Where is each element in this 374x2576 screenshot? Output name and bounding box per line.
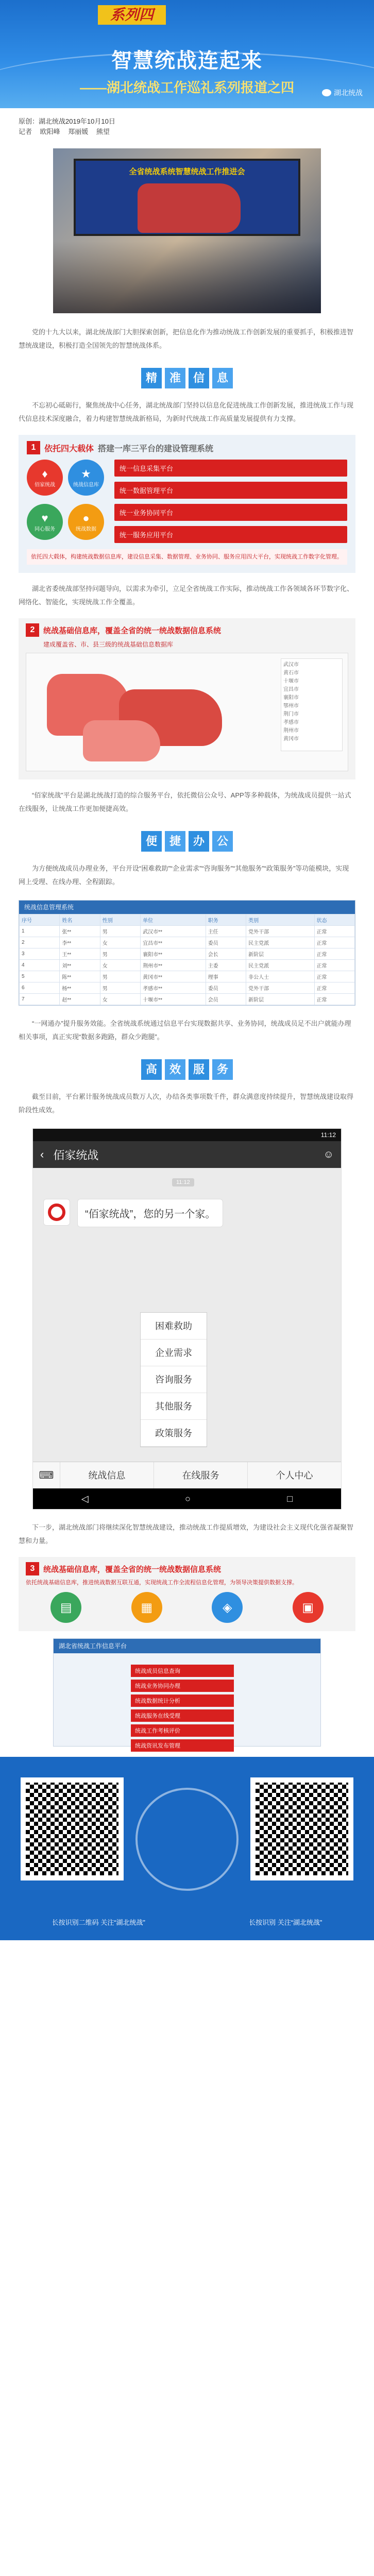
table-cell: 会员 [206, 994, 246, 1005]
table-row[interactable] [20, 960, 355, 971]
table-cell: 正常 [314, 926, 354, 937]
back-arrow-icon[interactable]: ‹ [40, 1148, 44, 1161]
tile-label: 统战信息库 [73, 482, 99, 488]
legend-item[interactable]: 宜昌市 [283, 687, 299, 692]
legend-item[interactable]: 十堰市 [283, 679, 299, 684]
table-cell: 襄阳市** [141, 948, 206, 960]
star-icon: ★ [81, 467, 91, 480]
system-menu-item[interactable]: 统战成员信息查询 [131, 1665, 234, 1677]
table-row[interactable] [20, 982, 355, 994]
table-cell: 孝感市** [141, 982, 206, 994]
table-header-row [20, 914, 355, 926]
screen-map [138, 183, 241, 233]
chart-icon: ▦ [131, 1592, 162, 1623]
system-screenshot [53, 1638, 321, 1747]
table-cell: 女 [100, 960, 140, 971]
province-map [26, 653, 348, 771]
screen-title: 全省统战系统智慧统战工作推进会 [129, 167, 245, 176]
audience [53, 241, 321, 313]
network-icon: ◈ [212, 1592, 243, 1623]
tile-label: 同心服务 [35, 526, 55, 532]
table-cell: 会长 [206, 948, 246, 960]
carrier-tile [68, 460, 104, 496]
panel-subtitle: 建成覆盖省、市、县三级的统战基础信息数据库 [43, 641, 174, 648]
heading-char: 办 [189, 831, 209, 852]
info-table [19, 914, 355, 1005]
table-cell: 5 [20, 971, 60, 982]
home-icon[interactable]: ○ [185, 1493, 191, 1504]
table-cell: 3 [20, 948, 60, 960]
author-label: 记者 [19, 128, 32, 135]
chat-bubble: “佰家统战”，您的另一个家。 [77, 1199, 223, 1227]
table-cell: 男 [100, 926, 140, 937]
document-icon: ▣ [293, 1592, 324, 1623]
column-header[interactable]: 状态 [314, 914, 354, 926]
legend-item[interactable]: 武汉市 [283, 662, 299, 668]
table-cell: 正常 [314, 994, 354, 1005]
recent-icon[interactable]: □ [287, 1493, 293, 1504]
table-cell: 正常 [314, 937, 354, 948]
table-row[interactable] [20, 994, 355, 1005]
table-cell: 宜昌市** [141, 937, 206, 948]
author-name[interactable]: 欧阳峰 [40, 128, 60, 135]
table-cell: 李** [60, 937, 100, 948]
heading-char: 精 [141, 368, 162, 388]
fingerprint-icon [135, 1788, 239, 1891]
article-source: 原创：湖北统战2019年10月10日 [19, 117, 115, 125]
map-panel [19, 618, 355, 779]
table-title: 统战信息管理系统 [19, 901, 355, 914]
heading-char: 捷 [165, 831, 185, 852]
qr-code[interactable] [250, 1777, 353, 1880]
table-cell: 委员 [206, 982, 246, 994]
panel-label: 统战基础信息库，覆盖全省的统一统战数据信息系统 [43, 1565, 222, 1574]
table-row[interactable] [20, 948, 355, 960]
table-cell: 女 [100, 937, 140, 948]
tab-personal-center[interactable]: 个人中心 [247, 1462, 341, 1488]
article-meta [0, 108, 374, 140]
platform-item: 统一业务协同平台 [114, 504, 347, 521]
carrier-tiles [27, 460, 104, 543]
chat-area [33, 1168, 341, 1462]
circle-icon: ● [82, 511, 90, 524]
carrier-tile [27, 460, 63, 496]
heading-char: 务 [212, 1059, 233, 1080]
heading-char: 准 [165, 368, 185, 388]
avatar[interactable] [43, 1199, 70, 1226]
chat-menu-bar [33, 1462, 341, 1488]
caption-text: 长按识别 关注“湖北统战” [249, 1919, 322, 1926]
paragraph: 不忘初心砥砺行，聚焦统战中心任务，湖北统战部门坚持以信息化促进统战工作创新发展，推进统战工作与现代信息技术深度融合，着力构建智慧统战新格局，为新时代统战工作高质量发展提供有力支撑。 [19, 401, 354, 422]
table-cell: 4 [20, 960, 60, 971]
display-screen [74, 159, 300, 236]
heart-icon: ♥ [41, 511, 48, 524]
panel-heading [26, 1562, 348, 1575]
carrier-panel [19, 435, 355, 573]
table-cell: 赵** [60, 994, 100, 1005]
panel-label: 统战基础信息库，覆盖全省的统一统战数据信息系统 [43, 626, 222, 635]
heading-char: 便 [141, 831, 162, 852]
table-row[interactable] [20, 971, 355, 982]
table-cell: 非公人士 [246, 971, 314, 982]
system-menu [131, 1665, 234, 1754]
tab-online-service[interactable]: 在线服务 [154, 1462, 247, 1488]
heading-char: 信 [189, 368, 209, 388]
system-menu-item[interactable]: 统战服务在线受理 [131, 1709, 234, 1722]
carrier-tile [68, 504, 104, 540]
table-cell: 刘** [60, 960, 100, 971]
table-cell: 6 [20, 982, 60, 994]
logo-ring-icon [48, 1204, 65, 1221]
footer-banner [0, 1757, 374, 1940]
panel-number: 2 [26, 623, 39, 637]
table-cell: 男 [100, 971, 140, 982]
column-header[interactable]: 职务 [206, 914, 246, 926]
system-menu-item[interactable]: 统战工作考核评价 [131, 1724, 234, 1737]
table-cell: 黄冈市** [141, 971, 206, 982]
table-cell: 民主党派 [246, 937, 314, 948]
tab-news[interactable]: 统战信息 [60, 1462, 154, 1488]
panel-description: 依托统战基础信息库，推进统战数据互联互通，实现统战工作全流程信息化管理，为领导决策提供数据支撑。 [26, 1580, 298, 1586]
panel-label-secondary: 搭建一库三平台的建设管理系统 [98, 444, 214, 453]
system-menu-item[interactable]: 统战业务协同办理 [131, 1680, 234, 1692]
paragraph: “一网通办”提升服务效能。全省统战系统通过信息平台实现数据共享、业务协同，统战成员足不出户就能办理相关事项，真正实现“数据多跑路，群众少跑腿”。 [19, 1020, 351, 1041]
section-heading-info [0, 368, 374, 388]
table-cell: 理事 [206, 971, 246, 982]
table-body [20, 926, 355, 1005]
column-header[interactable]: 类别 [246, 914, 314, 926]
table-cell: 正常 [314, 971, 354, 982]
chat-title: 佰家统战 [53, 1148, 99, 1162]
heading-char: 效 [165, 1059, 185, 1080]
meeting-photo [53, 148, 321, 313]
table-cell: 主任 [206, 926, 246, 937]
table-cell: 主委 [206, 960, 246, 971]
table-cell: 男 [100, 948, 140, 960]
system-title: 湖北省统战工作信息平台 [54, 1639, 320, 1653]
menu-item[interactable]: 企业需求 [141, 1340, 207, 1366]
qr-code-icon [26, 1783, 118, 1875]
table-cell: 委员 [206, 937, 246, 948]
chat-navbar [33, 1141, 341, 1168]
carrier-diagram [27, 460, 347, 543]
diamond-icon: ♦ [42, 467, 48, 480]
qr-code[interactable] [21, 1777, 124, 1880]
banner-title: 智慧统战连起来 [111, 49, 263, 72]
column-header[interactable]: 单位 [141, 914, 206, 926]
panel-number: 1 [27, 441, 40, 454]
status-bar: 11:12 [33, 1129, 341, 1141]
legend-item[interactable]: 荆州市 [283, 728, 299, 734]
table-cell: 王** [60, 948, 100, 960]
platform-item: 统一服务应用平台 [114, 526, 347, 543]
panel-number: 3 [26, 1562, 39, 1575]
qr-code-icon [256, 1783, 348, 1875]
tile-label: 统战数据 [76, 526, 96, 532]
menu-item[interactable]: 政策服务 [141, 1420, 207, 1447]
panel-note: 依托四大载体，构建统战数据信息库，建设信息采集、数据管理、业务协同、服务应用四大平台，实现统战工作数字化管理。 [27, 549, 347, 565]
android-nav [33, 1488, 341, 1509]
table-cell: 新阶层 [246, 994, 314, 1005]
tile-label: 佰家统战 [35, 482, 55, 488]
info-table-screenshot [19, 900, 355, 1006]
legend-item[interactable]: 襄阳市 [283, 695, 299, 701]
heading-char: 高 [141, 1059, 162, 1080]
database-icon: ▤ [50, 1592, 81, 1623]
table-cell: 1 [20, 926, 60, 937]
paragraph: 湖北省委统战部坚持问题导向，以需求为牵引，立足全省统战工作实际，推动统战工作各领域各环节数字化、网络化、智能化，实现统战工作全覆盖。 [19, 585, 354, 606]
table-cell: 正常 [314, 948, 354, 960]
author-name[interactable]: 熊望 [96, 128, 110, 135]
column-header[interactable]: 姓名 [60, 914, 100, 926]
person-icon[interactable]: ☺ [323, 1148, 334, 1160]
system-menu-item[interactable]: 统战数据统计分析 [131, 1694, 234, 1707]
table-cell: 杨** [60, 982, 100, 994]
banner-logo [322, 88, 363, 98]
carrier-tile [27, 504, 63, 540]
keyboard-icon[interactable]: ⌨ [39, 1470, 54, 1481]
table-cell: 十堰市** [141, 994, 206, 1005]
message-time: 11:12 [172, 1178, 194, 1187]
banner-subtitle: ——湖北统战工作巡礼系列报道之四 [79, 80, 294, 95]
phone-mockup [32, 1128, 342, 1510]
service-menu [140, 1312, 207, 1447]
table-cell: 武汉市** [141, 926, 206, 937]
section-heading-service [0, 1059, 374, 1080]
article-authors [19, 127, 355, 137]
column-header[interactable]: 序号 [20, 914, 60, 926]
footer-caption [0, 1917, 374, 1927]
table-cell: 党外干部 [246, 982, 314, 994]
table-cell: 党外干部 [246, 926, 314, 937]
legend-item[interactable]: 鄂州市 [283, 703, 299, 709]
table-cell: 张** [60, 926, 100, 937]
section-heading-office [0, 831, 374, 852]
menu-item[interactable]: 其他服务 [141, 1393, 207, 1420]
caption-text: 长按识别二维码 关注“湖北统战” [52, 1919, 145, 1926]
table-cell: 正常 [314, 960, 354, 971]
menu-item[interactable]: 困难救助 [141, 1313, 207, 1340]
panel-heading [27, 441, 347, 454]
table-row[interactable] [20, 937, 355, 948]
table-cell: 2 [20, 937, 60, 948]
column-header[interactable]: 性别 [100, 914, 140, 926]
table-cell: 新阶层 [246, 948, 314, 960]
platform-item: 统一信息采集平台 [114, 460, 347, 477]
heading-char: 息 [212, 368, 233, 388]
back-icon[interactable]: ◁ [81, 1493, 89, 1504]
heading-char: 公 [212, 831, 233, 852]
table-cell: 7 [20, 994, 60, 1005]
platform-item: 统一数据管理平台 [114, 482, 347, 499]
heading-char: 服 [189, 1059, 209, 1080]
logo-text: 湖北统战 [334, 89, 363, 97]
table-row[interactable] [20, 926, 355, 937]
legend-item[interactable]: 黄石市 [283, 670, 299, 676]
map-region [83, 720, 160, 761]
series-tag: 系列四 [98, 5, 166, 25]
legend-item[interactable]: 荆门市 [283, 711, 299, 717]
system-menu-item[interactable]: 统战资讯发布管理 [131, 1739, 234, 1752]
legend-item[interactable]: 黄冈市 [283, 736, 299, 742]
table-cell: 正常 [314, 982, 354, 994]
panel-label: 依托四大载体 [44, 444, 94, 453]
author-name[interactable]: 郑丽媛 [68, 128, 89, 135]
menu-item[interactable]: 咨询服务 [141, 1366, 207, 1393]
panel-heading [26, 623, 348, 637]
table-cell: 女 [100, 994, 140, 1005]
paragraph: 截至目前，平台累计服务统战成员数万人次，办结各类事项数千件，群众满意度持续提升，智慧统战建设取得阶段性成效。 [19, 1093, 354, 1114]
paragraph: 党的十九大以来，湖北统战部门大胆探索创新，把信息化作为推动统战工作创新发展的重要抓手，积极推进智慧统战建设，积极打造全国领先的智慧统战体系。 [19, 328, 354, 349]
logo-icon [322, 89, 331, 96]
header-banner [0, 0, 374, 108]
map-legend [281, 658, 343, 751]
table-cell: 民主党派 [246, 960, 314, 971]
paragraph: “佰家统战”平台是湖北统战打造的综合服务平台，依托微信公众号、APP等多种载体，为统战成员提供一站式在线服务，让统战工作更加便捷高效。 [19, 791, 351, 812]
platform-list [114, 460, 347, 543]
table-cell: 荆州市** [141, 960, 206, 971]
system-icons [26, 1592, 348, 1623]
paragraph: 下一步，湖北统战部门将继续深化智慧统战建设，推动统战工作提质增效，为建设社会主义现代化强省凝聚智慧和力量。 [19, 1523, 354, 1545]
table-cell: 男 [100, 982, 140, 994]
system-panel [19, 1557, 355, 1631]
paragraph: 为方便统战成员办理业务，平台开设“困难救助”“企业需求”“咨询服务”“其他服务”“政策服务”等功能模块，实现网上受理、在线办理、全程跟踪。 [19, 865, 349, 886]
table-cell: 陈** [60, 971, 100, 982]
legend-item[interactable]: 孝感市 [283, 720, 299, 725]
